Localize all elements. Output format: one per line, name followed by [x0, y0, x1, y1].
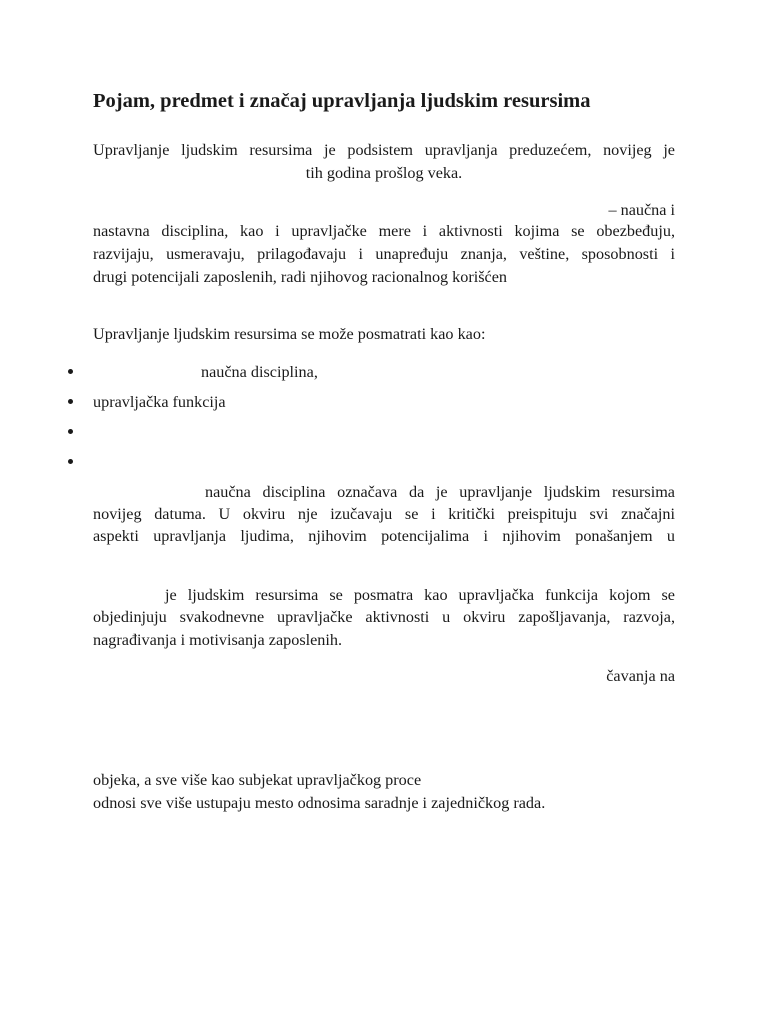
science-line-3: aspekti upravljanja ljudima, njihovim potencijalima i njihovim ponašanjem u: [93, 527, 675, 545]
intro-line-2: tih godina prošlog veka.: [305, 164, 463, 182]
list-item-2: upravljačka funkcija: [93, 393, 226, 411]
list-bullet: [68, 399, 76, 407]
list-bullet: [68, 459, 76, 467]
list-bullet: [68, 369, 76, 377]
intro-line-1: Upravljanje ljudskim resursima je podsistem upravljanja preduzećem, novijeg je: [93, 141, 675, 159]
definition-line-3: drugi potencijali zaposlenih, radi njihovog racionalnog korišćen: [93, 268, 508, 286]
science-line-1: naučna disciplina označava da je upravljanje ljudskim resursima: [205, 483, 675, 501]
function-line-1: je ljudskim resursima se posmatra kao upravljačka funkcija kojom se: [165, 586, 675, 604]
function-line-3: nagrađivanja i motivisanja zaposlenih.: [93, 631, 343, 649]
closing-line-1: objeka, a sve više kao subjekat upravljačkog proce: [93, 771, 422, 789]
definition-line-2: razvijaju, usmeravaju, prilagođavaju i unapređuju znanja, veštine, sposobnosti i: [93, 245, 675, 263]
list-item-1: naučna disciplina,: [201, 363, 318, 381]
document-title: Pojam, predmet i značaj upravljanja ljudskim resursima: [93, 90, 591, 112]
closing-line-2: odnosi sve više ustupaju mesto odnosima saradnje i zajedničkog rada.: [93, 794, 546, 812]
list-intro: Upravljanje ljudskim resursima se može posmatrati kao kao:: [93, 325, 486, 343]
definition-line-1: nastavna disciplina, kao i upravljačke mere i aktivnosti kojima se obezbeđuju,: [93, 222, 675, 240]
science-line-2: novijeg datuma. U okviru nje izučavaju se i kritički preispituju svi značajni: [93, 505, 675, 523]
definition-fragment: – naučna i: [608, 201, 675, 219]
function-line-2: objedinjuju svakodnevne upravljačke aktivnosti u okviru zapošljavanja, razvoja,: [93, 608, 675, 626]
right-fragment: čavanja na: [606, 667, 675, 685]
list-bullet: [68, 429, 76, 437]
